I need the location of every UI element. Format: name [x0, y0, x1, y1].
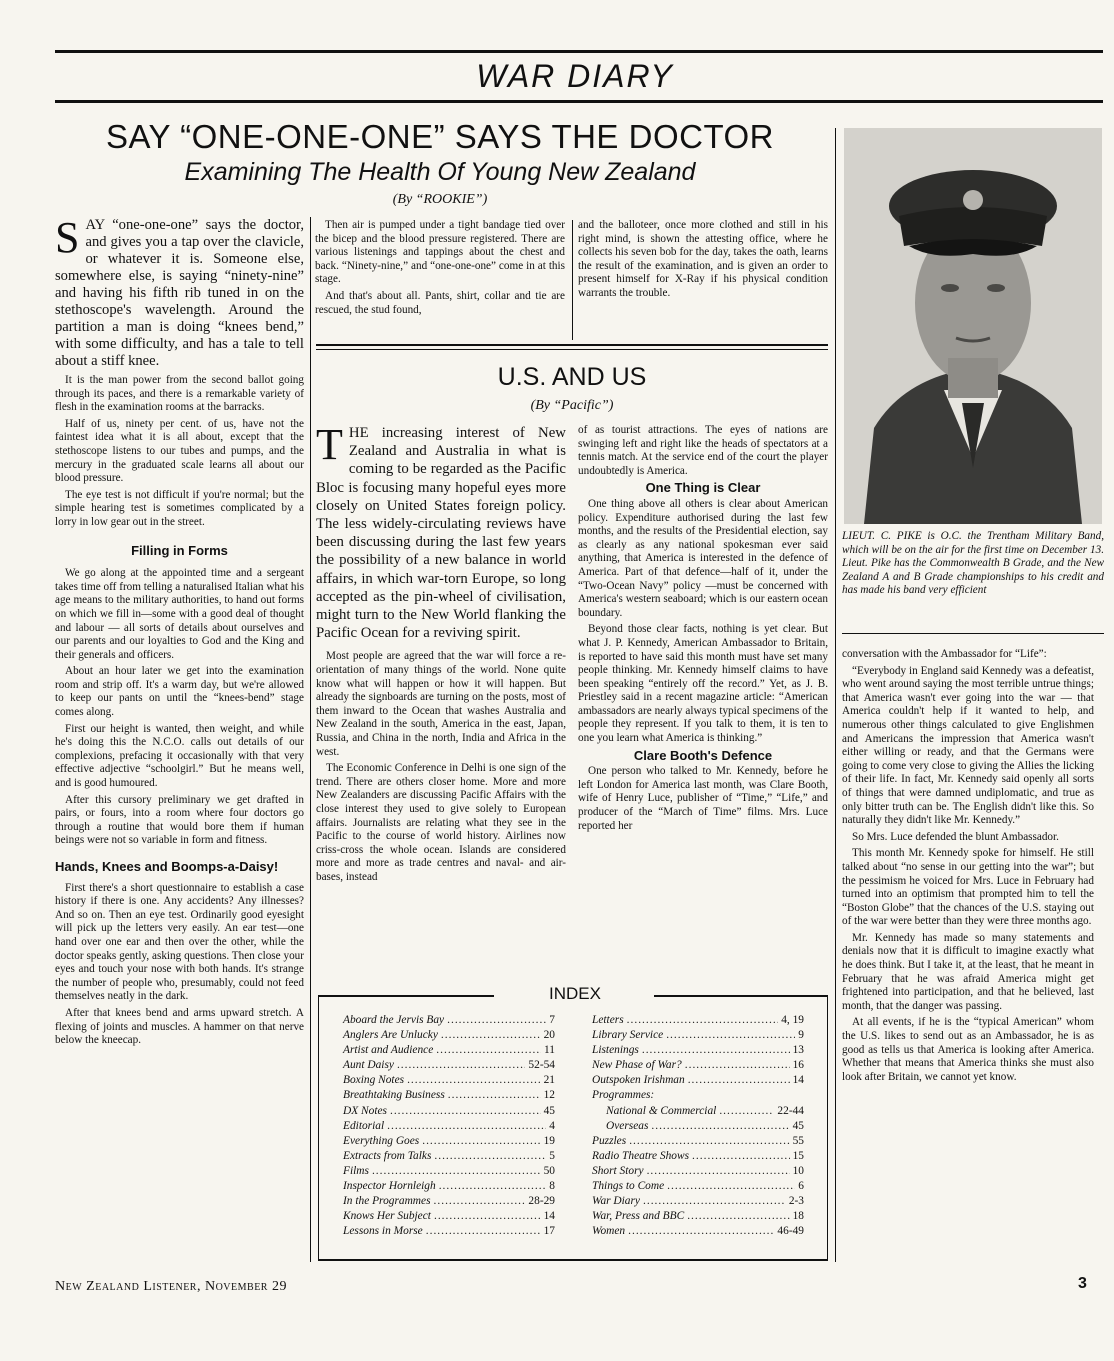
index-entry[interactable]: Outspoken Irishman ..... 14 [592, 1073, 804, 1088]
paragraph: The eye test is not difficult if you're normal; but the simple hearing test is sometimes complicated by a lorry in low gear out in the street. [55, 488, 304, 528]
paragraph: One person who talked to Mr. Kennedy, before he left London for America last month, was Clare Booth, wife of Henry Luce, publisher of “Time,” “Life,” and producer of the “March of Time” films. Mrs. Luce reported her [578, 765, 828, 832]
paragraph: First there's a short questionnaire to establish a case history if there is one. Any accidents? Any illnesses? And so on. Then an eye test. Ordinarily good eyesight will pick up the letters very easily. An ear test—one hand over one ear and then over the other, while the doctor speaks gently, asking questions. Then close your eyes and touch your nose with both hands. It's strange the number of people who, presumably, could not feed themselves neatly in the dark. [55, 881, 304, 1003]
paragraph: After this cursory preliminary we get drafted in pairs, or fours, into a room where four doctors go through a routine that would bore them if human beings were not so variable in form and fitness. [55, 793, 304, 847]
index-entry[interactable]: War Diary ..... 2-3 [592, 1194, 804, 1209]
index-border-bottom [318, 1259, 828, 1261]
index-entry[interactable]: DX Notes ..... 45 [343, 1104, 555, 1119]
index-entry[interactable]: War, Press and BBC ..... 18 [592, 1209, 804, 1224]
paragraph: One thing above all others is clear about American policy. Expenditure authorised during the last few months, and the results of the Presidential election, say as clearly as any national spokesman ever said anything, that America is interested in the defence of America. Part of that defence—half of it, under the “Two-Ocean Navy” policy —must be concerned with America's western seaboard; which is our eastern ocean boundary. [578, 497, 828, 619]
index-entry[interactable]: Women ..... 46-49 [592, 1224, 804, 1239]
index-entry[interactable]: New Phase of War? ..... 16 [592, 1058, 804, 1073]
index-column-right [592, 1013, 804, 1239]
column-divider [310, 217, 311, 1262]
index-entry[interactable]: In the Programmes ..... 28-29 [343, 1194, 555, 1209]
paragraph: This month Mr. Kennedy spoke for himself. He still talked about “no sense in our getting into the war”; but the pessimism he voiced for Mrs. Luce in February had turned into an optimism that prompted him to tell the “Boston Globe” that the chances of the U.S. staying out of the war were better than they were three months ago. [842, 847, 1094, 928]
paragraph: of as tourist attractions. The eyes of nations are swinging left and right like the heads of spectators at a tennis match. At the service end of the court the player undoubtedly is America. [578, 424, 828, 477]
top-rule [55, 50, 1103, 53]
index-entry[interactable]: Radio Theatre Shows ..... 15 [592, 1149, 804, 1164]
photo-caption: LIEUT. C. PIKE is O.C. the Trentham Military Band, which will be on the air for the first time on December 13. Lieut. Pike has the Commonwealth B Grade, and the New Zealand A and B Grade championships to his credit and has made his band very efficient [842, 530, 1104, 597]
drop-cap-t: T [316, 420, 343, 469]
subheadline: Examining The Health Of Young New Zealand [184, 158, 696, 186]
paragraph: Mr. Kennedy has made so many statements and denials now that it is difficult to imagine exactly what he does think. But I take it, at the least, that he meant in February that he was afraid America might get frightened into participation, and that he believed, last month, that the danger was passing. [842, 931, 1094, 1012]
index-entry[interactable]: Inspector Hornleigh ..... 8 [343, 1179, 555, 1194]
page-number: 3 [1078, 1275, 1087, 1292]
column-divider [835, 128, 836, 1262]
paragraph: Beyond those clear facts, nothing is yet clear. But what J. P. Kennedy, American Ambassador to Britain, is reported to have said this month must have set many people thinking. Mr. Kennedy himself claims to have been speaking “entirely off the record.” Yet, as J. B. Priestley said in a recent magazine article: “American ambassadors are nearly always typical specimens of the people they represent. If you talk to them, it is ten to one you learn what America is thinking.” [578, 623, 828, 745]
paragraph: At all events, if he is the “typical American” whom the U.S. likes to send out as an Ambassador, he is as good as tells us that America is looking after America. Whether that means that America thinks she must also look after Britain, we cannot yet know. [842, 1016, 1094, 1083]
article1-column1 [55, 213, 304, 1051]
paragraph: Most people are agreed that the war will force a re-orientation of many things of the world. None quite know what will happen or how it will happen. But already the signboards are turning on the posts, most of them inward to the Ocean that washes Australia and New Zealand in the south, America in the east, Japan, Russia, and China in the north, India and Africa in the west. [316, 650, 566, 758]
paragraph: And that's about all. Pants, shirt, collar and tie are rescued, the stud found, [315, 289, 565, 316]
index-entry[interactable]: Aunt Daisy ..... 52-54 [343, 1058, 555, 1073]
article-separator [316, 344, 828, 346]
footer-publication: New Zealand Listener, November 29 [55, 1279, 287, 1294]
paragraph: conversation with the Ambassador for “Life”: [842, 648, 1047, 660]
index-entry[interactable]: Artist and Audience ..... 11 [343, 1043, 555, 1058]
paragraph: “Everybody in England said Kennedy was a defeatist, who went around saying the most terrible untrue things; that America wasn't ever going into the war — that America couldn't help if it wanted to help, and numerous other things calculated to give Englishmen and Americans the impression that America wasn't either willing or ready, and that the Germans were going to come very close to giving the Allies the licking of their life. In fact, Mr. Kennedy said openly all sorts of things that were damned undiplomatic, and true as only bitter truth can be. The English didn't like this. So naturally they didn't like Mr. Kennedy.” [842, 664, 1094, 827]
article2-lead [316, 420, 566, 642]
article2-title: U.S. AND US [497, 363, 647, 391]
index-entry[interactable]: Anglers Are Unlucky ..... 20 [343, 1028, 555, 1043]
index-entry[interactable]: Letters ..... 4, 19 [592, 1013, 804, 1028]
subheading-clare-booth: Clare Booth's Defence [633, 747, 773, 763]
article2-column3 [842, 648, 1094, 1087]
subheading-filling-in-forms: Filling in Forms [131, 542, 228, 558]
paragraph: The Economic Conference in Delhi is one sign of the trend. There are others closer home. More and more New Zealanders are discussing Pacific Affairs with the close interest they used to give solely to European affairs. Journalists are relating what they see in the Pacific to the course of world history. Airlines now criss-cross the whole ocean. Islands are considered more and more as trade centres and naval- and air-bases, instead [316, 762, 566, 883]
article-separator-thin [316, 349, 828, 350]
index-title: INDEX [549, 984, 601, 1003]
paragraph: About an hour later we get into the examination room and strip off. It's a warm day, but we're allowed to keep our pants on until the “knees-bend” stage comes along. [55, 665, 304, 719]
index-column-left [343, 1013, 555, 1239]
article2-column2 [578, 424, 828, 836]
caption-rule [842, 633, 1104, 634]
paragraph: After that knees bend and arms upward stretch. A flexing of joints and muscles. A hammer on that nerve below the kneecap. [55, 1006, 304, 1047]
article1-lead [55, 213, 304, 370]
index-entry[interactable]: Everything Goes ..... 19 [343, 1134, 555, 1149]
drop-cap-s: S [55, 213, 80, 262]
index-entry[interactable]: Overseas ..... 45 [592, 1119, 804, 1134]
paragraph: So Mrs. Luce defended the blunt Ambassador. [852, 830, 1059, 843]
officer-portrait-image [844, 128, 1102, 524]
index-rule-left [318, 995, 494, 997]
section-title: WAR DIARY [476, 58, 674, 94]
lead-paragraph: HE increasing interest of New Zealand and Australia in what is coming to be regarded as the Pacific Bloc is focusing many hopeful eyes more closely on United States foreign policy. The less widely-circulating reviews have been discussing during the last few years the possibility of a new balance in world affairs, in which war-torn Europe, so long accepted as the pin-wheel of civilisation, might turn to the New World flanking the Pacific Ocean for a reviving spirit. [316, 425, 566, 642]
index-entry[interactable]: Lessons in Morse ..... 17 [343, 1224, 555, 1239]
column-divider [572, 220, 573, 340]
index-entry[interactable]: Knows Her Subject ..... 14 [343, 1209, 555, 1224]
portrait-photo [844, 128, 1102, 524]
index-entry[interactable]: Aboard the Jervis Bay ..... 7 [343, 1013, 555, 1028]
index-entry[interactable]: Short Story ..... 10 [592, 1164, 804, 1179]
index-entry[interactable]: Listenings ..... 13 [592, 1043, 804, 1058]
index-border-left [318, 995, 319, 1260]
article2-byline: (By “Pacific”) [530, 398, 614, 413]
paragraph: First our height is wanted, then weight, and while he's doing this the N.C.O. calls out details of our complexions, prefacing it occasionally with that very effective adjective “schoolgirl.” But he means well, and is good humoured. [55, 722, 304, 790]
index-entry[interactable]: Boxing Notes ..... 21 [343, 1073, 555, 1088]
index-rule-right [654, 995, 828, 997]
index-entry[interactable]: Extracts from Talks ..... 5 [343, 1149, 555, 1164]
index-entry[interactable]: Things to Come ..... 6 [592, 1179, 804, 1194]
byline: (By “ROOKIE”) [392, 192, 488, 207]
index-entry[interactable]: National & Commercial ..... 22-44 [592, 1104, 804, 1119]
index-border-right [827, 995, 828, 1260]
paragraph: We go along at the appointed time and a sergeant takes time off from telling a naturalised Italian what his age means to the military authorities, to hand out forms on which we fill in—some with a good deal of thought and labour — all sorts of details about ourselves and our parents and our loyalties to God and the King and their generals and officers. [55, 567, 304, 661]
article2-column1 [316, 420, 566, 888]
lead-paragraph: AY “one-one-one” says the doctor, and gives you a tap over the clavicle, or whatever it is. Someone else, somewhere else, is saying “ninety-nine” and having his fifth rib tuned in on the stethoscope's wavelength. Around the partition a man is doing “knees bend,” with some difficulty, and has a tale to tell about a stiff knee. [55, 217, 304, 369]
index-entry[interactable]: Films ..... 50 [343, 1164, 555, 1179]
section-rule [55, 100, 1103, 103]
index-entry[interactable]: Puzzles ..... 55 [592, 1134, 804, 1149]
index-entry[interactable]: Editorial ..... 4 [343, 1119, 555, 1134]
subheading-one-thing-is-clear: One Thing is Clear [645, 480, 761, 496]
index-heading-programmes: Programmes: [592, 1089, 655, 1102]
paragraph: and the balloteer, once more clothed and still in his right mind, is shown the attesting office, where he collects his seven bob for the day, takes the oath, learns the result of the examination, and is given an order to present himself for X-Ray if his physical condition warrants the trouble. [578, 219, 828, 299]
subheading-hands-knees: Hands, Knees and Boomps-a-Daisy! [55, 859, 279, 874]
paragraph: It is the man power from the second ballot going through its paces, and there is a remarkable variety of flesh in the examination rooms at the barracks. [55, 374, 304, 414]
index-entry[interactable]: Library Service ..... 9 [592, 1028, 804, 1043]
paragraph: Then air is pumped under a tight bandage tied over the bicep and the blood pressure registered. There are various listenings and tappings about the chest and back. “Ninety-nine,” and “one-one-one” come in at this stage. [315, 219, 565, 286]
headline: SAY “ONE-ONE-ONE” SAYS THE DOCTOR [105, 118, 775, 155]
article1-column2 [315, 219, 565, 320]
paragraph: Half of us, ninety per cent. of us, have not the faintest idea what it is all about, except that the stethoscope listens to our tubes and pumps, and the mercury in the graduated scale learns all about our blood pressure. [55, 417, 304, 485]
index-entry[interactable]: Breathtaking Business ..... 12 [343, 1088, 555, 1103]
article1-column3 [578, 219, 828, 304]
